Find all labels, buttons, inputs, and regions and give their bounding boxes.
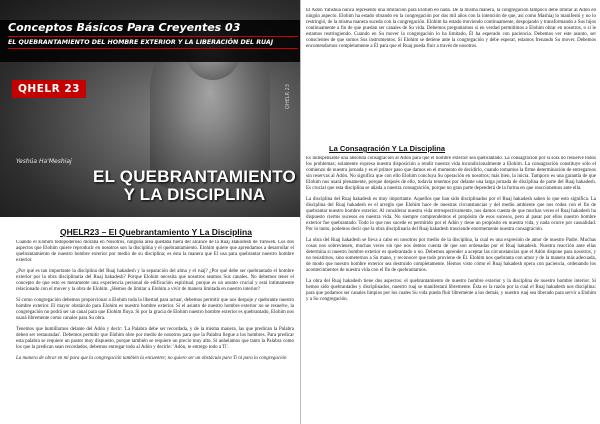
left-heading: QHELR23 – El Quebrantamiento Y La Disciplina: [60, 227, 252, 237]
right-paragraph-3: La obra del Ruaj hakadesh se lleva a cabo en nosotros por medio de la disciplina, la cual es una expresión de amor de nuestro Padre. Muchas cosas nos sobrevienen, muchas veces sin que nos demos cuenta de que son ordenadas por el Ruaj hakadesh. Nuestra reacción ante ellas determina si nuestro hombre exterior es quebrantado o no. Debemos aprender a aceptar las circunstancias que el Adón dispone para nosotros, y no resistirnos, sino someternos a Su mano, y reconocer que todo proviene de Él. Elohim nos quebranta con amor y de la manera más adecuada, de modo que nuestro hombre exterior sea destruido completamente. Hemos visto cómo el Ruaj hakadesh opera con paciencia, ordenando los acontecimientos de nuestra vida con el fin de quebrantarnos.: [306, 238, 596, 273]
left-body: [16, 240, 294, 424]
cover-code-badge: QHELR 23: [12, 80, 86, 98]
page-divider: [300, 0, 301, 424]
left-paragraph-3: Si como congregación debemos proporcionar a Elohim toda la libertad para actuar, debemos permitir que nos despoje y quebrante nuestro hombre exterior. El mayor obstáculo para Elohim es nuestro hombre exterior. Si el asunto de nuestro hombre exterior no se resuelve, la congregación no podrá ser un canal para que Elohim fluya. Si por la gracia de Elohim nuestro hombre exterior es quebrantado, Elohim nos usará libremente como canales para Su obra.: [16, 298, 294, 321]
cover-subtitle: EL QUEBRANTAMIENTO DEL HOMBRE EXTERIOR Y LA LIBERACIÓN DEL RUAJ: [8, 36, 298, 49]
cover-series-title: Conceptos Básicos Para Creyentes 03: [8, 21, 241, 34]
left-paragraph-4: Tenemos que humillarnos delante del Adón y decir: 'La Palabra debe ser recordada, y de la misma manera, las que predican la Palabra deben ser restauradas'. Debemos permitir que Elohim obre por medio de nosotros para que la Palabra llegue a los hombres. Para predicar esta palabra se requiere un pastor muy dispuesto, porque también se requiere un precio muy alto. Sí anhelamos que tanto la Palabra como los que la predican sean recordados, debemos entregar todo al Adón y decirle: 'Adón, te entrego todo a Ti'.: [16, 327, 294, 350]
right-heading: La Consagración Y La Disciplina: [329, 144, 446, 153]
right-paragraph-4: La obra del Ruaj hakadesh tiene dos aspectos: el quebrantamiento de nuestro hombre exterior y la disciplina de nuestro hombre interior. Si hemos sido quebrantados y disciplinados, nuestro ruaj se manifestará libremente. Ésta es la razón por la cual el Ruaj hakadesh nos disciplina: para que podamos ser canales limpios por los cuales Su vida pueda fluir libremente a los demás, y nuestro ruaj sea liberado para servir a Elohim y a Su congregación.: [306, 279, 596, 302]
right-body: [306, 156, 596, 422]
right-top-paragraph: El Adón Yahshua nunca representó una limitación para Elohim en nada. De la misma manera, la congregación tampoco debe limitar al Adón en ningún aspecto. Elohim ha estado obrando en la congregación por dos mil años con la intención de que, así como Mashiaj lo manifestó y no lo restringió, de la misma manera suceda con la congregación. Elohim ha estado moviendo continuamente, despojando y transformando a Sus hijos continuamente a fin de que puedan ser canales de Su vida. Debemos preguntarnos si en verdad permitimos a Elohim obrar en nosotros, o si le estamos restringiendo. Cuando en Su mover la congregación lo ha limitado, Él ha esperado con paciencia. Debemos ver este asunto, ser conscientes de que somos Sus instrumentos. Si Elohim se detiene ante la congregación y debe esperar, estamos frenando Su mover. Debemos encomendarnos completamente a Él para que el Ruaj pueda fluir a través de nosotros.: [306, 8, 596, 49]
left-quote: La manera de obrar en mí para que la congregación también la encuentre; no quiero ser un obstáculo para Ti ni para la congregación: [16, 356, 287, 361]
right-top-body: [306, 8, 596, 138]
cover-spine-text: QHELR 23: [285, 84, 291, 110]
cover-main-title: [92, 168, 297, 204]
cover-title-line-2: Y LA DISCIPLINA: [123, 185, 266, 204]
right-paragraph-2: La disciplina del Ruaj hakadesh es muy importante. Aquellos que han sido disciplinados por el Ruaj hakadesh saben lo que esto significa. La disciplina del Ruaj hakadesh es el arreglo que Elohim hace de nuestras circunstancias y del medio ambiente que nos rodea con el fin de quebrantar nuestro hombre exterior. Al considerar nuestra vida retrospectivamente, nos damos cuenta de que muchas veces el Ruaj hakadesh ha dispuesto ciertos sucesos en nuestra vida. No siempre comprendemos el propósito de esos sucesos, pero al pasar por ellos nuestro hombre exterior fue quebrantado. Todo lo que nos sucede es permitido por el Adón y tiene un propósito en nuestra vida, y nada ocurre por casualidad. Por lo tanto, podemos decir que la obra disciplinaria del Ruaj hakadesh trasciende enormemente nuestra consagración.: [306, 197, 596, 232]
right-page: [302, 0, 600, 424]
cover-image: [0, 0, 300, 217]
left-paragraph-1: Cuando el Elohim todopoderoso moraba en Nosotros, ninguna área quedaba fuera del alcance de la Ruaj Hakodesh de Yahweh. Los dos aspectos que Elohim quiere reproducir en nosotros son la disciplina y el quebrantamiento. Elohim quiere que aprendamos a desarrollar el quebrantamiento de nuestro hombre exterior por medio de su disciplina; es ésta la manera que El usa para quebrantar nuestro hombre exterior.: [16, 240, 294, 263]
left-paragraph-2: ¿Por qué es tan importante la disciplina del Ruaj hakadesh y la separación del alma y el ruaj? ¿Por qué debe ser quebrantado el hombre exterior por la obra disciplinaria del Ruaj hakadesh? Porque Elohim necesita que nosotros seamos Sus canales. No debemos tener el concepto de que esto es meramente una experiencia personal de edificación espiritual, porque es un asunto crucial y está íntimamente relacionado con el mover y la obra de Elohim. ¿Hemos de limitar a Elohim a vivir de manera limitada en nuestro interior?: [16, 269, 294, 292]
right-paragraph-1: Es indispensable una absoluta consagración al Adón para que el hombre exterior sea quebrantado. La consagración por sí sola no resuelve todos los problemas; solamente expresa nuestra disposición a rendir nuestra vida incondicionalmente a Elohim. La consagración constituye sólo el comienzo de nuestra jornada y es el primer paso que damos en el momento de decidirlo, cuando tomamos la firme determinación de entregarnos sin reservas al Adón. No significa que con ello Elohim concluya Su operación en nosotros; más bien, la inicia. Tampoco es una garantía de que Elohim nos usará plenamente, porque después de ello, todavía tenemos por delante una larga jornada de disciplina de parte del Ruaj hakadesh. Es crucial que esta disciplina se añada a nuestra consagración, porque no gran parte dependerá de la forma en que reaccionemos ante ella.: [306, 156, 596, 191]
cover-brand-logo: Yeshúa Ha'Meshiaj: [16, 158, 72, 165]
cover-title-line-1: EL QUEBRANTAMIENTO: [93, 167, 296, 186]
